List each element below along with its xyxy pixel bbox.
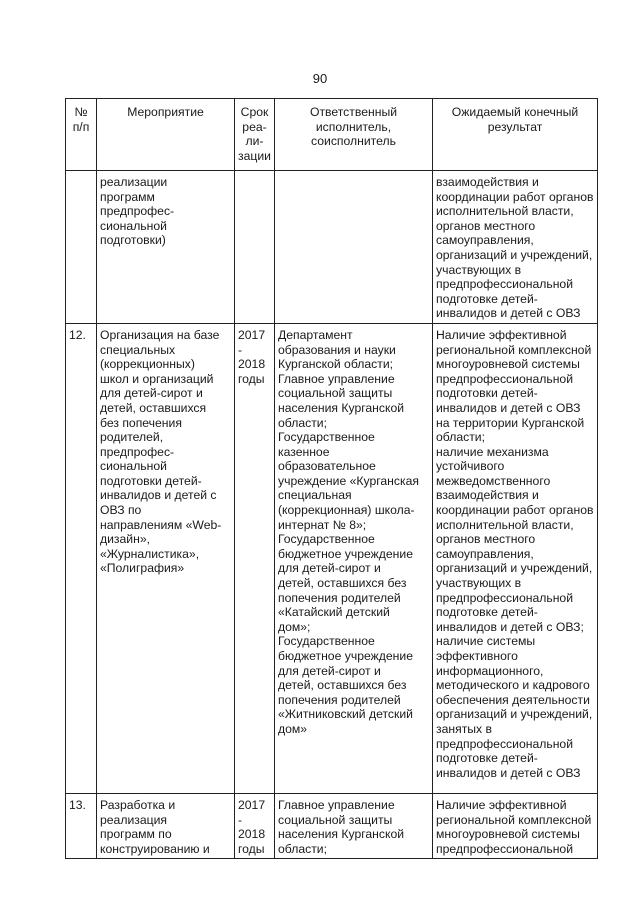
cell-responsible: Главное управление социальной защиты населения Курганской области;: [275, 793, 433, 858]
cell-result: Наличие эффективной региональной комплексной многоуровневой системы предпрофессиональной подготовки детей- инвалидов и детей с ОВЗ на территории Курганской области; наличие механизма устойчивого межведомственного взаимодействия и координации работ органов исполнительной власти, органов местного самоуправления, организаций и учреждений, участвующих в предпрофессиональной подготовке детей- инвалидов и детей с ОВЗ; наличие системы эффективного информационного, методического и кадрового обеспечения деятельности организаций и учреждений, занятых в предпрофессиональной подготовке детей- инвалидов и детей с ОВЗ: [433, 323, 598, 793]
header-term: Срок реа- ли- зации: [235, 99, 275, 171]
cell-number: 12.: [66, 323, 97, 793]
cell-responsible: [275, 171, 433, 324]
measures-table: [65, 98, 598, 859]
cell-number: 13.: [66, 793, 97, 858]
cell-result: взаимодействия и координации работ органов исполнительной власти, органов местного самоуправления, организаций и учреждений, участвующих в предпрофессиональной подготовке детей- инвалидов и детей с ОВЗ: [433, 171, 598, 324]
cell-responsible: Департамент образования и науки Курганской области; Главное управление социальной защиты населения Курганской области; Государственное казенное образовательное учреждение «Курганская специальная (коррекционная) школа- интернат № 8»; Государственное бюджетное учреждение для детей-сирот и детей, оставшихся без попечения родителей «Катайский детский дом»; Государственное бюджетное учреждение для детей-сирот и детей, оставшихся без попечения родителей «Житниковский детский дом»: [275, 323, 433, 793]
cell-result: Наличие эффективной региональной комплексной многоуровневой системы предпрофессиональной: [433, 793, 598, 858]
page-number: 90: [312, 71, 328, 86]
header-result: Ожидаемый конечный результат: [433, 99, 598, 171]
cell-term: 2017 - 2018 годы: [235, 793, 275, 858]
cell-activity: реализации программ предпрофес- сиональной подготовки): [97, 171, 235, 324]
cell-number: [66, 171, 97, 324]
cell-activity: Разработка и реализация программ по конструированию и: [97, 793, 235, 858]
table-row: [66, 793, 598, 858]
table-header-row: [66, 99, 598, 171]
table-row: [66, 323, 598, 793]
cell-activity: Организация на базе специальных (коррекционных) школ и организаций для детей-сирот и детей, оставшихся без попечения родителей, предпрофес- сиональной подготовки детей- инвалидов и детей с ОВЗ по направлениям «Web- дизайн», «Журналистика», «Полиграфия»: [97, 323, 235, 793]
cell-term: [235, 171, 275, 324]
header-activity: Мероприятие: [97, 99, 235, 171]
table-row: [66, 171, 598, 324]
cell-term: 2017 - 2018 годы: [235, 323, 275, 793]
header-responsible: Ответственный исполнитель, соисполнитель: [275, 99, 433, 171]
header-number: № п/п: [66, 99, 97, 171]
